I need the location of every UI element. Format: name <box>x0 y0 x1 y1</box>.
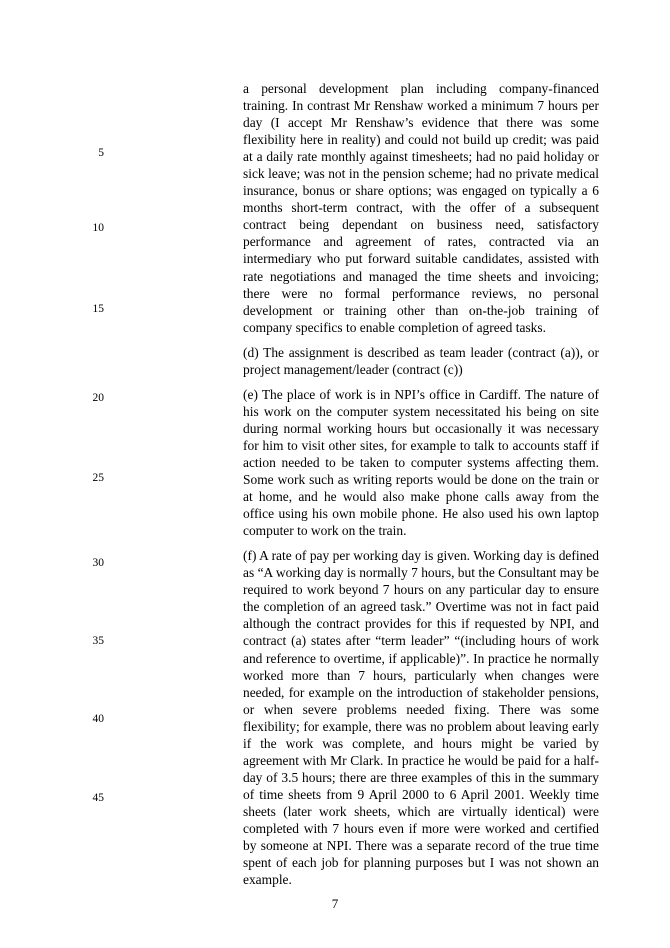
line-number: 40 <box>92 713 104 725</box>
paragraph-d: (d) The assignment is described as team leader (contract (a)), or project management/leader (contract (c)) <box>243 344 599 377</box>
line-number: 45 <box>92 792 104 804</box>
line-number: 25 <box>92 472 104 484</box>
paragraph-e: (e) The place of work is in NPI’s office in Cardiff. The nature of his work on the computer system necessitated his being on site during normal working hours but occasionally it was necessary for him to visit other sites, for example to talk to accounts staff if action needed to be taken to computer systems affecting them. Some work such as writing reports would be done on the train or at home, and he would also make phone calls away from the office using his own mobile phone. He also used his own laptop computer to work on the train. <box>243 386 599 539</box>
line-number: 10 <box>92 222 104 234</box>
document-body <box>243 80 599 896</box>
line-number: 20 <box>92 392 104 404</box>
paragraph-continuation: a personal development plan including company-financed training. In contrast Mr Renshaw worked a minimum 7 hours per day (I accept Mr Renshaw’s evidence that there was some flexibility here in reality) and could not build up credit; was paid at a daily rate monthly against timesheets; had no paid holiday or sick leave; was not in the pension scheme; had no private medical insurance, bonus or share options; was engaged on typically a 6 months short-term contract, with the offer of a subsequent contract being dependant on business need, satisfactory performance and agreement of rates, contracted via an intermediary who put forward suitable candidates, assisted with rate negotiations and managed the time sheets and invoicing; there were no formal performance reviews, no personal development or training other than on-the-job training of company specifics to enable completion of agreed tasks. <box>243 81 599 335</box>
line-number: 35 <box>92 635 104 647</box>
line-number: 5 <box>98 147 104 159</box>
line-number: 30 <box>92 557 104 569</box>
page-number: 7 <box>331 896 339 911</box>
line-number: 15 <box>92 303 104 315</box>
line-number-column <box>0 0 120 948</box>
paragraph-f: (f) A rate of pay per working day is given. Working day is defined as “A working day is normally 7 hours, but the Consultant may be required to work beyond 7 hours on any particular day to ensure the completion of an agreed task.” Overtime was not in fact paid although the contract provides for this if requested by NPI, and contract (a) states after “term leader” “(including hours of work and reference to overtime, if applicable)”. In practice he normally worked more than 7 hours, particularly when changes were needed, for example on the introduction of stakeholder pensions, or when severe problems needed fixing. There was some flexibility; for example, there was no problem about leaving early if the work was complete, and hours might be varied by agreement with Mr Clark. In practice he would be paid for a half-day of 3.5 hours; there are three examples of this in the summary of time sheets from 9 April 2000 to 6 April 2001. Weekly time sheets (later work sheets, which are virtually identical) were completed with 7 hours even if more were worked and certified by someone at NPI. There was a separate record of the true time spent of each job for planning purposes but I was not shown an example. <box>243 548 599 888</box>
